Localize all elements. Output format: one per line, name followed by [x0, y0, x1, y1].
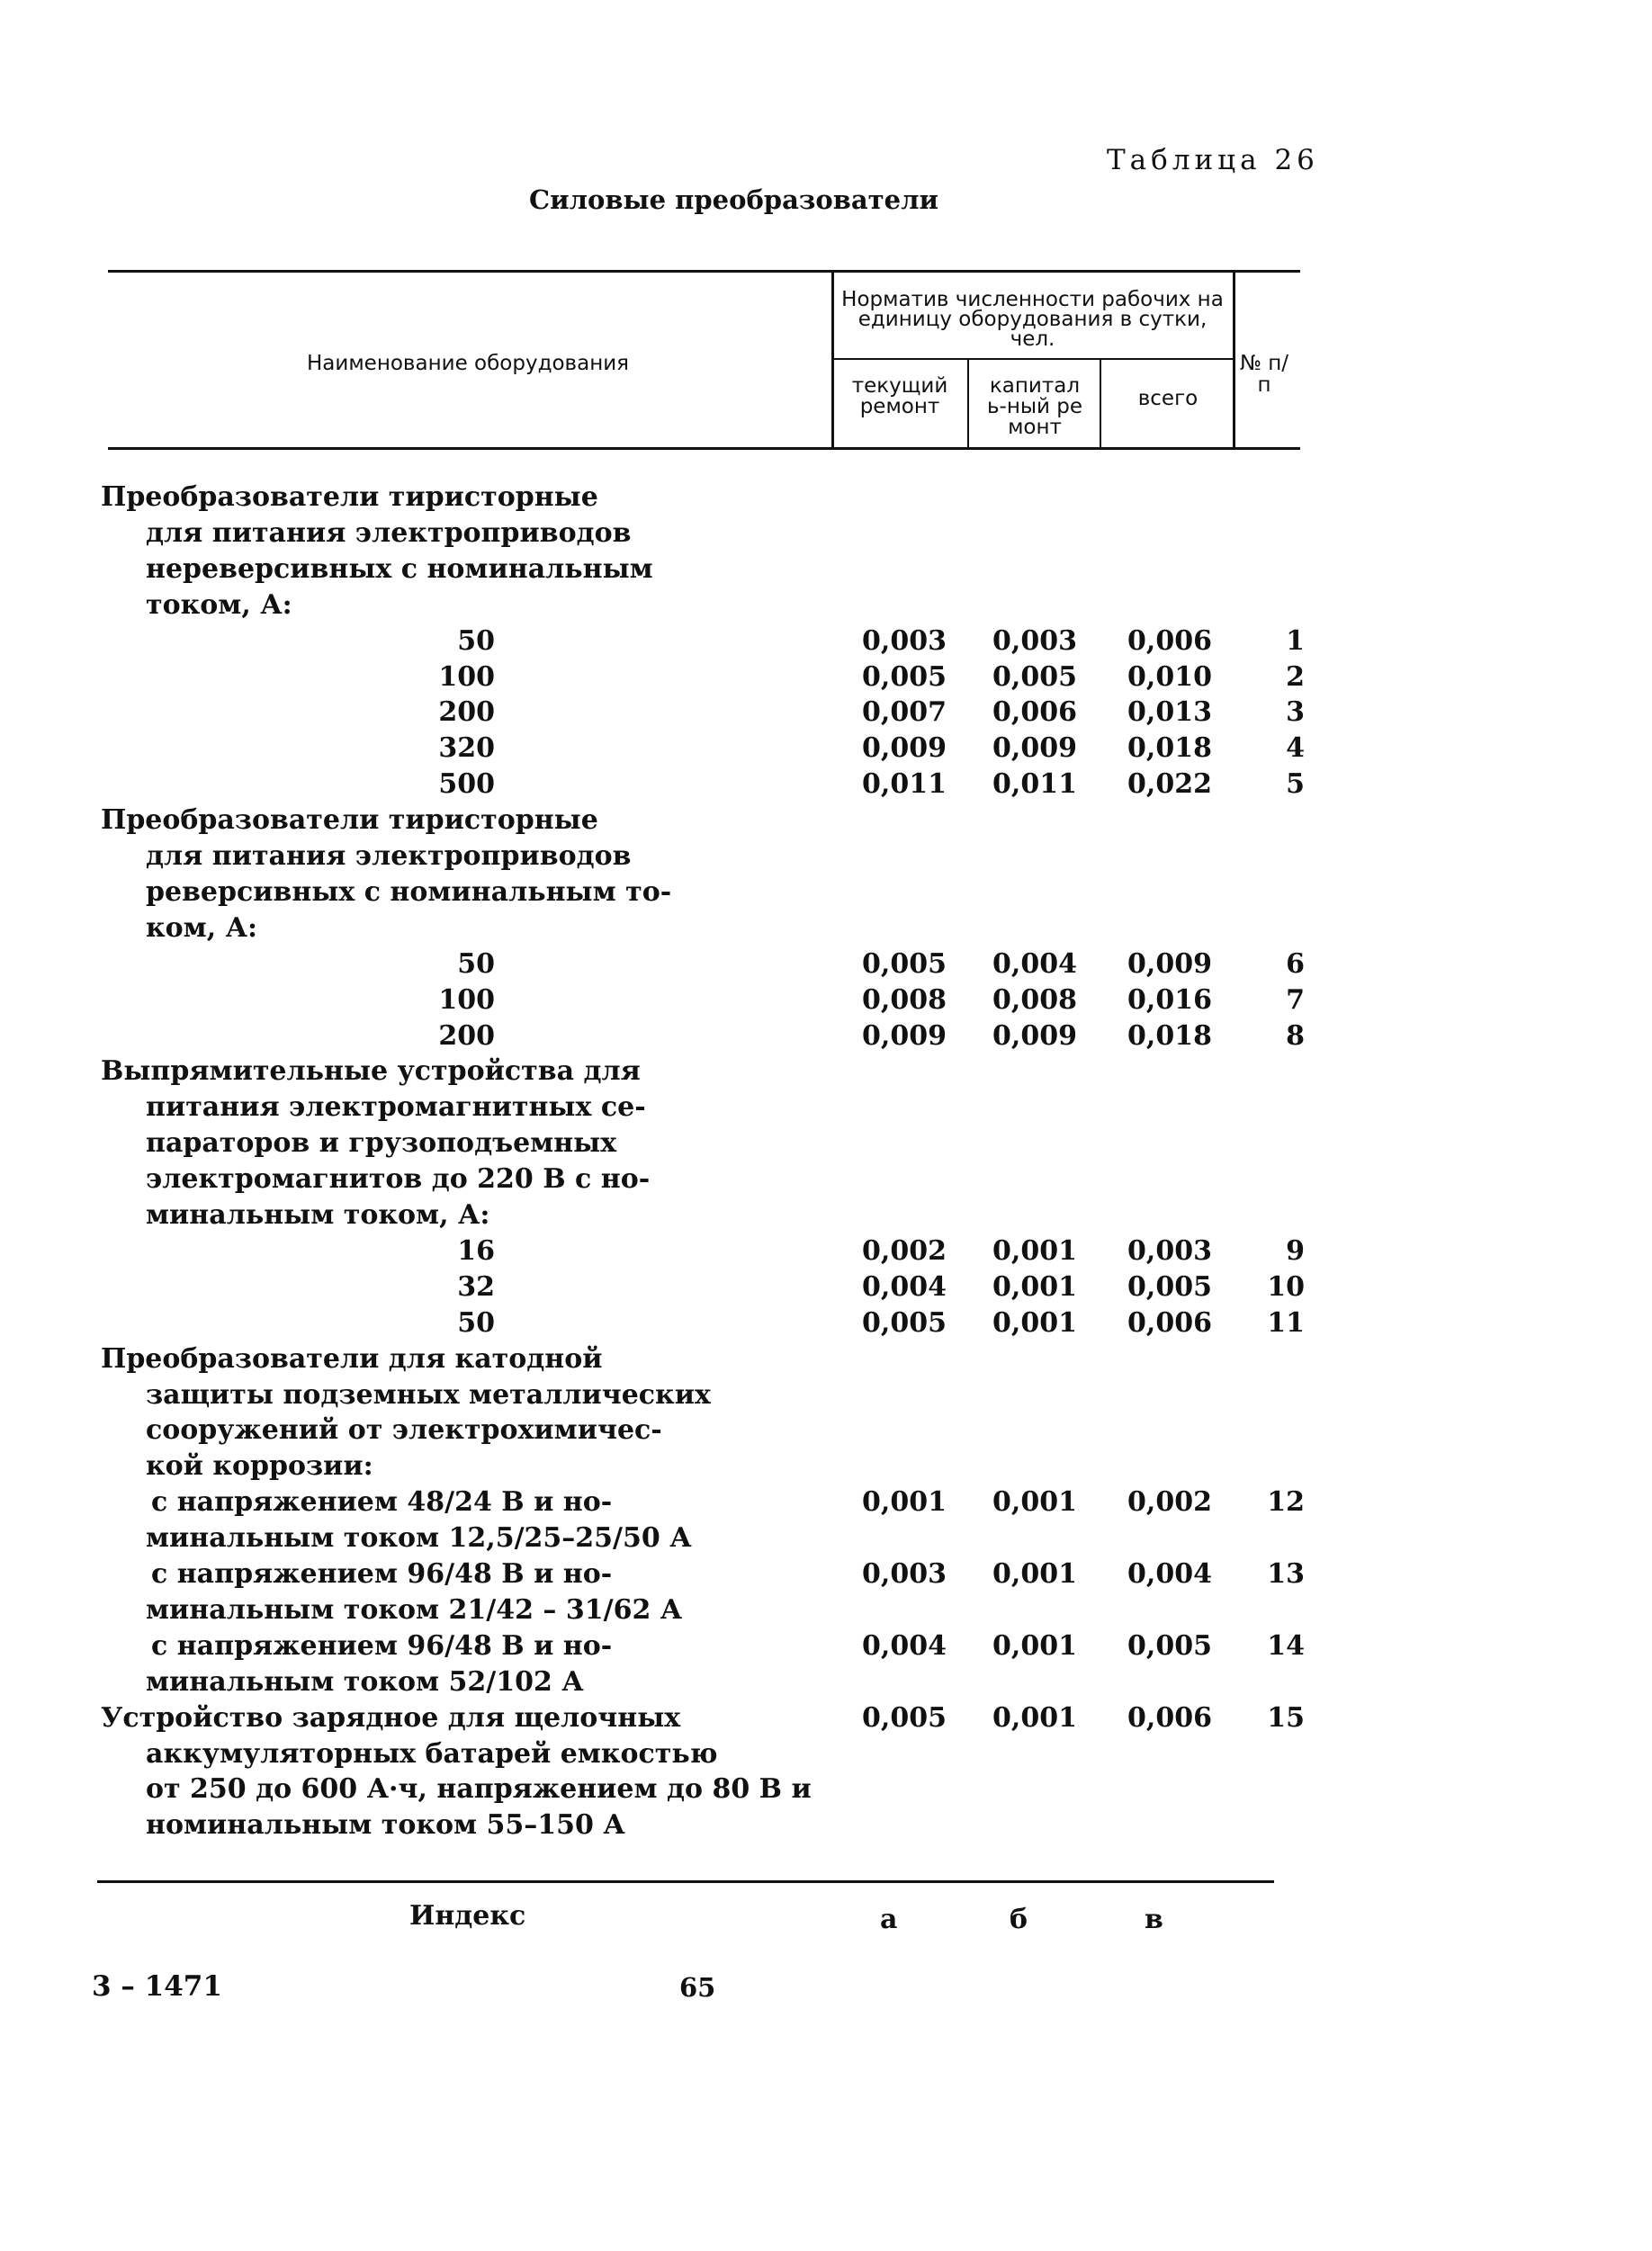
equipment-name: Выпрямительные устройства для: [101, 1055, 641, 1088]
table-row: [0, 1161, 1652, 1197]
column-header-group: Норматив численности рабочих на единицу оборудования в сутки, чел.: [841, 288, 1224, 351]
equipment-name: 100: [438, 660, 495, 693]
table-row: [0, 1305, 1652, 1341]
table-row: [0, 839, 1652, 874]
equipment-name: питания электромагнитных се-: [146, 1091, 646, 1124]
column-header-total: всего: [1137, 387, 1199, 410]
equipment-name: Преобразователи тиристорные: [101, 804, 598, 837]
equipment-name: минальным током 52/102 А: [146, 1665, 584, 1698]
capital-repair-value: 0,001: [992, 1629, 1077, 1662]
table-row: [0, 1412, 1652, 1448]
table-row: [0, 1771, 1652, 1807]
total-value: 0,002: [1127, 1486, 1212, 1519]
equipment-name: 320: [438, 732, 495, 765]
capital-repair-value: 0,001: [992, 1558, 1077, 1590]
table-row: [0, 1807, 1652, 1843]
total-value: 0,006: [1127, 1306, 1212, 1339]
group-divider-rule: [832, 358, 1234, 360]
table-row: [0, 1090, 1652, 1126]
current-repair-value: 0,001: [862, 1486, 947, 1519]
table-row: [0, 1448, 1652, 1484]
page-number: 65: [679, 1972, 716, 2003]
equipment-name: для питания электроприводов: [146, 840, 632, 872]
table-top-rule: [108, 270, 1300, 273]
table-label: Таблица 26: [1107, 144, 1319, 176]
current-repair-value: 0,011: [862, 768, 947, 801]
capital-repair-value: 0,009: [992, 1019, 1077, 1052]
row-number: 12: [1267, 1486, 1305, 1519]
table-row: [0, 1197, 1652, 1233]
current-repair-value: 0,005: [862, 1306, 947, 1339]
equipment-name: Устройство зарядное для щелочных: [101, 1701, 681, 1734]
equipment-name: с напряжением 48/24 В и но-: [151, 1486, 613, 1519]
table-row: [0, 516, 1652, 552]
equipment-name: электромагнитов до 220 В с но-: [146, 1163, 651, 1196]
equipment-name: минальным током 12,5/25–25/50 А: [146, 1522, 692, 1555]
table-row: [0, 480, 1652, 516]
capital-repair-value: 0,001: [992, 1486, 1077, 1519]
table-row: [0, 1341, 1652, 1377]
row-number: 3: [1286, 696, 1305, 729]
equipment-name: 200: [438, 1019, 495, 1052]
table-row: [0, 587, 1652, 623]
row-number: 11: [1267, 1306, 1305, 1339]
equipment-name: от 250 до 600 А·ч, напряжением до 80 В и: [146, 1773, 812, 1806]
equipment-name: 50: [457, 1306, 495, 1339]
row-number: 14: [1267, 1629, 1305, 1662]
table-row: [0, 1269, 1652, 1305]
table-row: [0, 1628, 1652, 1664]
table-row: [0, 623, 1652, 659]
current-repair-value: 0,004: [862, 1270, 947, 1303]
capital-repair-value: 0,001: [992, 1701, 1077, 1734]
index-a: а: [880, 1904, 898, 1935]
equipment-name: реверсивных с номинальным то-: [146, 875, 672, 908]
total-value: 0,003: [1127, 1234, 1212, 1267]
total-value: 0,018: [1127, 1019, 1212, 1052]
table-row: [0, 1484, 1652, 1520]
table-row: [0, 1054, 1652, 1090]
table-row: [0, 1377, 1652, 1413]
table-row: [0, 982, 1652, 1018]
table-row: [0, 1664, 1652, 1700]
row-number: 15: [1267, 1701, 1305, 1734]
table-row: [0, 1018, 1652, 1054]
column-header-number: № п/п: [1239, 352, 1289, 397]
table-row: [0, 1592, 1652, 1628]
current-repair-value: 0,008: [862, 983, 947, 1016]
capital-repair-value: 0,011: [992, 768, 1077, 801]
index-label: Индекс: [409, 1900, 526, 1932]
equipment-name: нереверсивных с номинальным: [146, 552, 653, 585]
table-row: [0, 1520, 1652, 1556]
row-number: 10: [1267, 1270, 1305, 1303]
row-number: 4: [1286, 732, 1305, 765]
table-row: [0, 767, 1652, 803]
total-value: 0,016: [1127, 983, 1212, 1016]
header-bottom-rule: [108, 447, 1300, 450]
equipment-name: для питания электроприводов: [146, 516, 632, 549]
row-number: 9: [1286, 1234, 1305, 1267]
equipment-name: ком, А:: [146, 911, 258, 944]
total-value: 0,022: [1127, 768, 1212, 801]
current-repair-value: 0,005: [862, 947, 947, 980]
index-b: б: [1010, 1904, 1028, 1935]
row-number: 5: [1286, 768, 1305, 801]
equipment-name: аккумуляторных батарей емкостью: [146, 1737, 718, 1770]
current-repair-value: 0,009: [862, 732, 947, 765]
table-row: [0, 1126, 1652, 1161]
current-repair-value: 0,005: [862, 660, 947, 693]
current-repair-value: 0,004: [862, 1629, 947, 1662]
index-v: в: [1145, 1904, 1163, 1935]
equipment-name: 16: [457, 1234, 495, 1267]
table-row: [0, 1556, 1652, 1592]
current-repair-value: 0,003: [862, 1558, 947, 1590]
current-repair-value: 0,002: [862, 1234, 947, 1267]
equipment-name: с напряжением 96/48 В и но-: [151, 1558, 613, 1590]
capital-repair-value: 0,001: [992, 1270, 1077, 1303]
equipment-name: 50: [457, 624, 495, 657]
equipment-name: сооружений от электрохимичес-: [146, 1414, 662, 1447]
total-value: 0,009: [1127, 947, 1212, 980]
equipment-name: Преобразователи для катодной: [101, 1342, 603, 1375]
row-number: 1: [1286, 624, 1305, 657]
column-header-capital-repair: капиталь-ный ремонт: [986, 374, 1083, 439]
equipment-name: 100: [438, 983, 495, 1016]
total-value: 0,018: [1127, 732, 1212, 765]
table-row: [0, 1736, 1652, 1772]
table-row: [0, 1233, 1652, 1269]
table-row: [0, 695, 1652, 731]
capital-repair-value: 0,004: [992, 947, 1077, 980]
current-repair-value: 0,005: [862, 1701, 947, 1734]
capital-repair-value: 0,008: [992, 983, 1077, 1016]
table-row: [0, 874, 1652, 910]
column-header-name: Наименование оборудования: [306, 352, 630, 375]
total-value: 0,004: [1127, 1558, 1212, 1590]
equipment-name: номинальным током 55–150 А: [146, 1809, 625, 1842]
equipment-name: защиты подземных металлических: [146, 1378, 711, 1411]
page-title: Силовые преобразователи: [529, 184, 939, 215]
equipment-name: Преобразователи тиристорные: [101, 481, 598, 513]
table-bottom-rule: [97, 1880, 1274, 1883]
total-value: 0,010: [1127, 660, 1212, 693]
total-value: 0,013: [1127, 696, 1212, 729]
equipment-name: 50: [457, 947, 495, 980]
table-row: [0, 731, 1652, 767]
column-divider: [967, 360, 969, 449]
equipment-name: 32: [457, 1270, 495, 1303]
total-value: 0,006: [1127, 624, 1212, 657]
equipment-name: 500: [438, 768, 495, 801]
equipment-name: кой коррозии:: [146, 1450, 373, 1483]
table-row: [0, 659, 1652, 695]
total-value: 0,005: [1127, 1629, 1212, 1662]
capital-repair-value: 0,001: [992, 1234, 1077, 1267]
row-number: 7: [1286, 983, 1305, 1016]
row-number: 13: [1267, 1558, 1305, 1590]
equipment-name: током, А:: [146, 588, 292, 621]
row-number: 2: [1286, 660, 1305, 693]
column-divider: [1233, 270, 1235, 449]
column-header-current-repair: текущий ремонт: [851, 374, 948, 418]
capital-repair-value: 0,001: [992, 1306, 1077, 1339]
equipment-name: минальным током, А:: [146, 1199, 490, 1231]
current-repair-value: 0,003: [862, 624, 947, 657]
column-divider: [831, 270, 834, 449]
current-repair-value: 0,007: [862, 696, 947, 729]
total-value: 0,005: [1127, 1270, 1212, 1303]
table-row: [0, 946, 1652, 982]
equipment-name: с напряжением 96/48 В и но-: [151, 1629, 613, 1662]
equipment-name: параторов и грузоподъемных: [146, 1127, 617, 1160]
table-row: [0, 1700, 1652, 1736]
equipment-name: 200: [438, 696, 495, 729]
total-value: 0,006: [1127, 1701, 1212, 1734]
capital-repair-value: 0,009: [992, 732, 1077, 765]
row-number: 6: [1286, 947, 1305, 980]
current-repair-value: 0,009: [862, 1019, 947, 1052]
capital-repair-value: 0,006: [992, 696, 1077, 729]
table-row: [0, 910, 1652, 946]
table-row: [0, 803, 1652, 839]
capital-repair-value: 0,003: [992, 624, 1077, 657]
capital-repair-value: 0,005: [992, 660, 1077, 693]
document-code: 3 – 1471: [92, 1970, 222, 2003]
equipment-name: минальным током 21/42 – 31/62 А: [146, 1593, 683, 1626]
row-number: 8: [1286, 1019, 1305, 1052]
column-divider: [1100, 360, 1101, 449]
table-row: [0, 552, 1652, 587]
